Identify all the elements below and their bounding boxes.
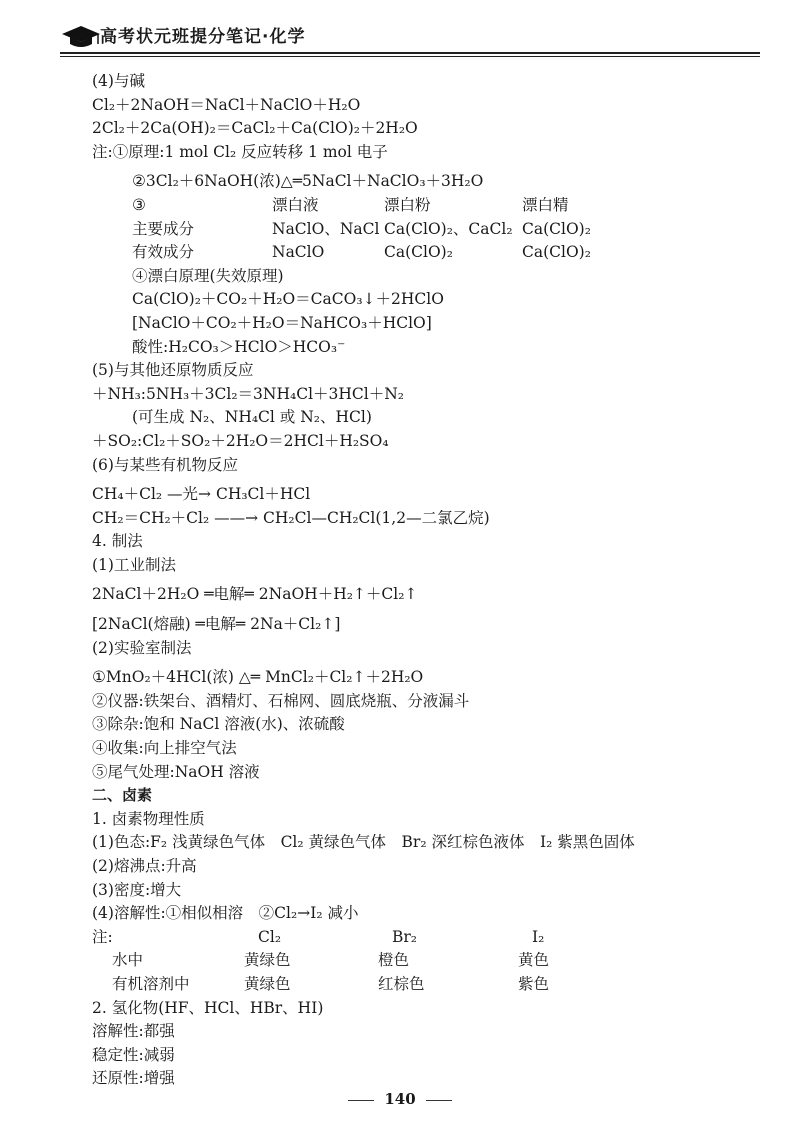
text-line: ④收集:向上排空气法: [92, 739, 237, 758]
text-line: ④漂白原理(失效原理): [132, 266, 284, 285]
table-row: [92, 949, 752, 973]
table-marker: ③: [132, 195, 146, 214]
table-cell: 紫色: [518, 974, 550, 993]
text-line: ②仪器:铁架台、酒精灯、石棉网、圆底烧瓶、分液漏斗: [92, 691, 470, 710]
text-line: (6)与某些有机物反应: [92, 455, 238, 474]
text-line: (4)溶解性:①相似相溶 ②Cl₂→I₂ 减小: [92, 904, 359, 923]
table-cell: 黄绿色: [244, 974, 291, 993]
equation-line: [NaClO＋CO₂＋H₂O＝NaHCO₃＋HClO]: [132, 313, 432, 332]
page-header: [60, 18, 760, 54]
equation-line: Cl₂＋2NaOH＝NaCl＋NaClO＋H₂O: [92, 95, 361, 114]
table-cell: Ca(ClO)₂: [522, 219, 591, 238]
equation-line: ＋NH₃:5NH₃＋3Cl₂＝3NH₄Cl＋3HCl＋N₂: [92, 384, 405, 403]
table-cell: NaClO、NaCl: [272, 219, 380, 238]
text-line: (2)实验室制法: [92, 638, 192, 657]
halogen-color-table: [92, 926, 752, 997]
equation-line: [2NaCl(熔融) ═电解═ 2Na＋Cl₂↑]: [92, 615, 341, 634]
table-cell: Ca(ClO)₂: [522, 243, 591, 262]
text-line: (5)与其他还原物质反应: [92, 361, 254, 380]
table-cell: 黄绿色: [244, 951, 291, 970]
footer-dash: [348, 1100, 374, 1101]
equation-line: ②3Cl₂＋6NaOH(浓)△═5NaCl＋NaClO₃＋3H₂O: [132, 172, 484, 191]
footer-dash: [426, 1100, 452, 1101]
table-header-cell: Cl₂: [258, 927, 282, 946]
table-cell: 有效成分: [132, 243, 195, 262]
text-line: (4)与碱: [92, 72, 145, 90]
table-row: [132, 241, 752, 265]
table-header-cell: 漂白粉: [384, 195, 431, 214]
text-line: (2)熔沸点:升高: [92, 857, 197, 875]
equation-line: ①MnO₂＋4HCl(浓) △═ MnCl₂＋Cl₂↑＋2H₂O: [92, 668, 424, 687]
page-footer: [0, 1090, 800, 1108]
equation-line: CH₄＋Cl₂ —光→ CH₃Cl＋HCl: [92, 485, 311, 504]
equation-line: 2Cl₂＋2Ca(OH)₂＝CaCl₂＋Ca(ClO)₂＋2H₂O: [92, 119, 418, 138]
equation-line: Ca(ClO)₂＋CO₂＋H₂O＝CaCO₃↓＋2HClO: [132, 290, 444, 309]
table-note: 注:: [92, 927, 113, 946]
equation-line: 2NaCl＋2H₂O ═电解═ 2NaOH＋H₂↑＋Cl₂↑: [92, 585, 418, 604]
header-rule: [60, 52, 760, 54]
text-line: ⑤尾气处理:NaOH 溶液: [92, 762, 260, 781]
note-line: 注:①原理:1 mol Cl₂ 反应转移 1 mol 电子: [92, 142, 388, 161]
text-line: ③除杂:饱和 NaCl 溶液(水)、浓硫酸: [92, 715, 345, 734]
text-line: (1)色态:F₂ 浅黄绿色气体 Cl₂ 黄绿色气体 Br₂ 深红棕色液体 I₂ 紫黑色固体: [92, 833, 635, 852]
header-rule-thin: [60, 56, 760, 57]
text-line: 2. 氢化物(HF、HCl、HBr、HI): [92, 998, 324, 1017]
table-cell: Ca(ClO)₂、CaCl₂: [384, 219, 513, 238]
text-line: 稳定性:减弱: [92, 1045, 175, 1064]
table-header-row: [132, 194, 752, 218]
table-cell: 有机溶剂中: [112, 974, 190, 993]
text-line: (3)密度:增大: [92, 880, 182, 899]
page-content: [92, 70, 752, 1091]
table-header-cell: 漂白精: [522, 195, 569, 214]
table-header-cell: 漂白液: [272, 195, 319, 214]
text-line: (1)工业制法: [92, 555, 176, 574]
table-header-row: [92, 926, 752, 950]
text-line: (可生成 N₂、NH₄Cl 或 N₂、HCl): [132, 408, 372, 427]
text-line: 溶解性:都强: [92, 1022, 175, 1041]
text-line: 4. 制法: [92, 532, 143, 551]
table-cell: 红棕色: [378, 974, 425, 993]
header-title: 高考状元班提分笔记·化学: [100, 27, 306, 47]
table-row: [132, 218, 752, 242]
section-title: 二、卤素: [92, 786, 153, 805]
table-cell: 主要成分: [132, 219, 195, 238]
equation-line: ＋SO₂:Cl₂＋SO₂＋2H₂O＝2HCl＋H₂SO₄: [92, 431, 389, 450]
table-row: [92, 973, 752, 997]
table-cell: 黄色: [518, 951, 550, 970]
table-cell: 水中: [112, 951, 144, 970]
text-line: 还原性:增强: [92, 1069, 175, 1088]
bleach-table: [92, 194, 752, 265]
table-cell: Ca(ClO)₂: [384, 243, 453, 262]
page-number: 140: [384, 1090, 416, 1108]
graduation-cap-icon: [60, 22, 102, 50]
table-cell: NaClO: [272, 243, 325, 262]
table-header-cell: I₂: [532, 927, 545, 946]
text-line: 酸性:H₂CO₃＞HClO＞HCO₃⁻: [132, 337, 346, 356]
equation-line: CH₂＝CH₂＋Cl₂ ——→ CH₂Cl—CH₂Cl(1,2—二氯乙烷): [92, 508, 490, 527]
text-line: 1. 卤素物理性质: [92, 809, 205, 828]
table-header-cell: Br₂: [392, 927, 418, 946]
table-cell: 橙色: [378, 951, 410, 970]
